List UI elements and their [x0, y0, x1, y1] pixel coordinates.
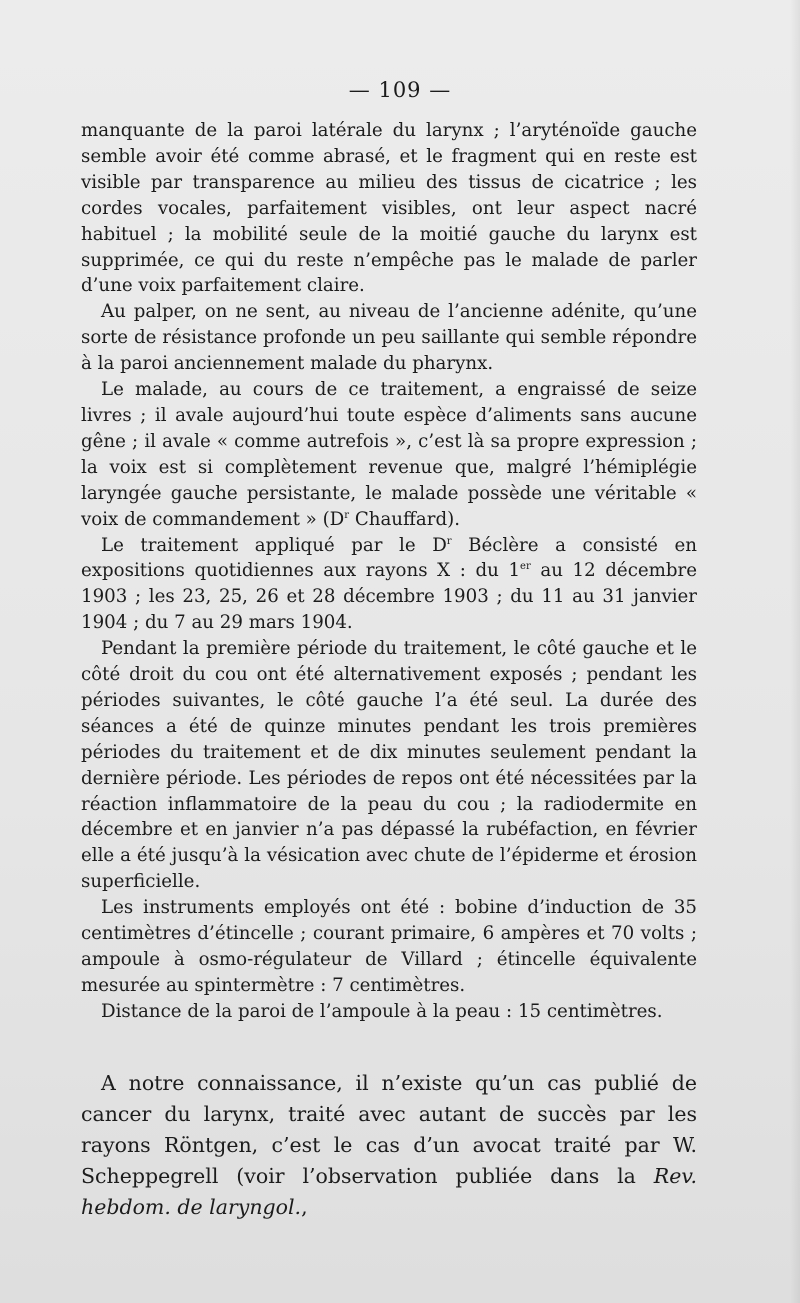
closing-section — [81, 1068, 697, 1223]
paragraph-treatment-periods: Pendant la première période du traitement, le côté gauche et le côté droit du cou ont été alternativement exposés ; pendant les périodes suivantes, le côté gauche l’a été seul. La durée des séances a été de quinze minutes pendant les trois premières périodes du traitement et de dix minutes seulement pendant la dernière période. Les périodes de repos ont été nécessitées par la réaction inflammatoire de la peau du cou ; la radiodermite en décembre et en janvier n’a pas dépassé la rubéfaction, en février elle a été jusqu’à la vésication avec chute de l’épiderme et érosion superficielle. — [81, 638, 697, 893]
closing-text: A notre connaissance, il n’existe qu’un cas publié de cancer du larynx, traité avec autant de succès par les rayons Röntgen, c’est le cas d’un avocat traité par W. Scheppegrell (voir l’observation publiée dans la — [81, 1071, 697, 1188]
paragraph-text: Chauffard). — [349, 508, 460, 530]
body-text — [81, 118, 697, 1025]
paragraph-larynx-description: manquante de la paroi latérale du larynx ; l’aryténoïde gauche semble avoir été comme abrasé, et le fragment qui en reste est visible par transparence au milieu des tissus de cicatrice ; les cordes vocales, parfaitement visibles, ont leur aspect nacré habituel ; la mobilité seule de la moitié gauche du larynx est supprimée, ce qui du reste n’empêche pas le malade de parler d’une voix parfaitement claire. — [81, 120, 697, 297]
page-edge-shadow — [790, 0, 800, 1303]
paragraph-closing — [81, 1068, 697, 1223]
paragraph-instruments: Les instruments employés ont été : bobine d’induction de 35 centimètres d’étincelle ; courant primaire, 6 ampères et 70 volts ; ampoule à osmo-régulateur de Villard ; étincelle équivalente mesurée au spintermètre : 7 centimètres. — [81, 897, 697, 996]
paragraph-text: au 12 décembre 1903 ; les 23, 25, 26 et 28 décembre 1903 ; du 11 au 31 janvier 1904 ; du 7 au 29 mars 1904. — [81, 560, 697, 634]
paragraph-text: Béclère a consisté en expositions quotidiennes aux rayons X : du 1 — [81, 534, 697, 582]
superscript-abbrev: r — [344, 509, 350, 521]
paragraph-text: Le malade, au cours de ce traitement, a engraissé de seize livres ; il avale aujourd’hui toute espèce d’aliments sans aucune gêne ; il avale « comme autrefois », c’est là sa propre expression ; la voix est si complètement revenue que, malgré l’hémiplégie laryngée gauche persistante, le malade possède une véritable « voix de commandement » (D — [81, 379, 697, 530]
paragraph-palpation: Au palper, on ne sent, au niveau de l’ancienne adénite, qu’une sorte de résistance profonde un peu saillante qui semble répondre à la paroi anciennement malade du pharynx. — [81, 301, 697, 375]
paragraph-patient-progress — [81, 377, 697, 532]
journal-title: Rev. hebdom. de laryngol. — [81, 1164, 697, 1219]
superscript-abbrev: r — [446, 535, 452, 547]
paragraph-distance: Distance de la paroi de l’ampoule à la peau : 15 centimètres. — [101, 1000, 663, 1022]
page-number: — 109 — — [348, 78, 452, 102]
paragraph-treatment-schedule — [81, 533, 697, 637]
paragraph-text: Le traitement appliqué par le D — [101, 534, 447, 556]
closing-text-end: , — [301, 1195, 308, 1219]
superscript-ordinal: er — [520, 561, 531, 573]
